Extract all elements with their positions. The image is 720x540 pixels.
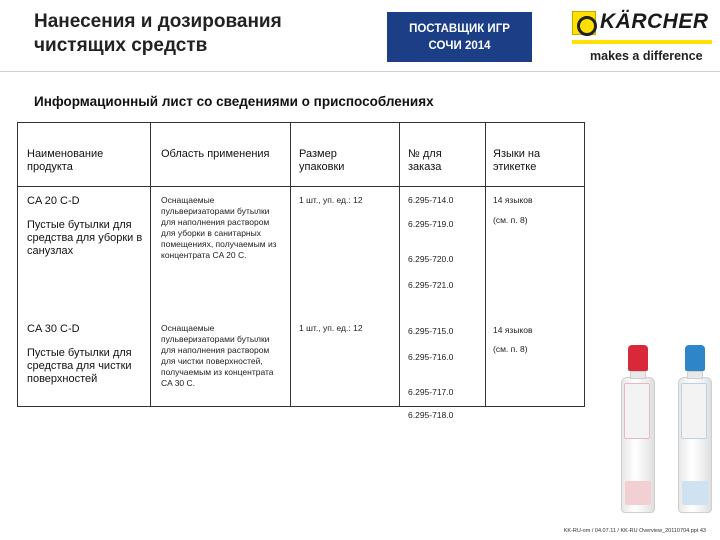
row1-order-1: 6.295-714.0 xyxy=(408,195,454,205)
row1-product-name: CA 20 C-D xyxy=(27,195,80,207)
sponsor-badge xyxy=(387,12,532,62)
row2-order-3: 6.295-717.0 xyxy=(408,387,454,397)
row1-package: 1 шт., уп. ед.: 12 xyxy=(299,195,363,205)
row2-languages: 14 языков xyxy=(493,325,533,335)
karcher-logo xyxy=(572,10,712,66)
bottle-ca20-image xyxy=(621,345,655,513)
row2-application: Оснащаемые пульверизаторами бутылки для наполнения раствором для чистки поверхностей, получаемым из концентрата CA 30 C. xyxy=(161,323,274,388)
accessories-table xyxy=(17,122,585,420)
sponsor-line1: ПОСТАВЩИК ИГР xyxy=(409,23,510,35)
header-application: Область применения xyxy=(161,148,270,160)
bottle-ca30-image xyxy=(678,345,712,513)
logo-mark-icon xyxy=(572,11,596,35)
column-divider xyxy=(290,123,291,406)
sponsor-line2: СОЧИ 2014 xyxy=(428,40,491,52)
row2-order-4: 6.295-718.0 xyxy=(408,410,454,420)
logo-word: KÄRCHER xyxy=(600,10,709,33)
row2-product-name: CA 30 C-D xyxy=(27,323,80,335)
header-separator xyxy=(18,186,584,187)
row2-languages-note: (см. п. 8) xyxy=(493,344,528,354)
row1-languages-note: (см. п. 8) xyxy=(493,215,528,225)
column-divider xyxy=(485,123,486,406)
row1-application: Оснащаемые пульверизаторами бутылки для наполнения раствором для уборки в санитарных помещениях, получаемым из концентрата CA 20 C. xyxy=(161,195,277,260)
row1-languages: 14 языков xyxy=(493,195,533,205)
logo-tagline: makes a difference xyxy=(590,49,703,63)
header-languages: Языки на этикетке xyxy=(493,148,541,173)
header-product: Наименование продукта xyxy=(27,148,104,173)
row2-order-2: 6.295-716.0 xyxy=(408,352,454,362)
row2-order-1: 6.295-715.0 xyxy=(408,326,454,336)
header-package: Размер упаковки xyxy=(299,148,345,173)
row1-order-3: 6.295-720.0 xyxy=(408,254,454,264)
bottle-red-cap xyxy=(628,345,648,371)
column-divider xyxy=(150,123,151,406)
column-divider xyxy=(399,123,400,406)
row2-product-desc: Пустые бутылки для средства для чистки поверхностей xyxy=(27,347,132,385)
row2-package: 1 шт., уп. ед.: 12 xyxy=(299,323,363,333)
page-title xyxy=(34,10,282,58)
page-title-line1: Нанесения и дозирования xyxy=(34,11,282,32)
header-order-number: № для заказа xyxy=(408,148,442,173)
section-subtitle: Информационный лист со сведениями о приспособлениях xyxy=(34,94,434,109)
row1-order-4: 6.295-721.0 xyxy=(408,280,454,290)
row1-order-2: 6.295-719.0 xyxy=(408,219,454,229)
bottle-blue-cap xyxy=(685,345,705,371)
page-title-line2: чистящих средств xyxy=(34,35,208,56)
row1-product-desc: Пустые бутылки для средства для уборки в санузлах xyxy=(27,219,143,257)
header-divider xyxy=(0,71,720,72)
footer-reference: KK-RU-om / 04.07.11 / KK-RU Overview_20110704.ppt 43 xyxy=(563,528,706,534)
logo-yellow-bar xyxy=(572,40,712,44)
